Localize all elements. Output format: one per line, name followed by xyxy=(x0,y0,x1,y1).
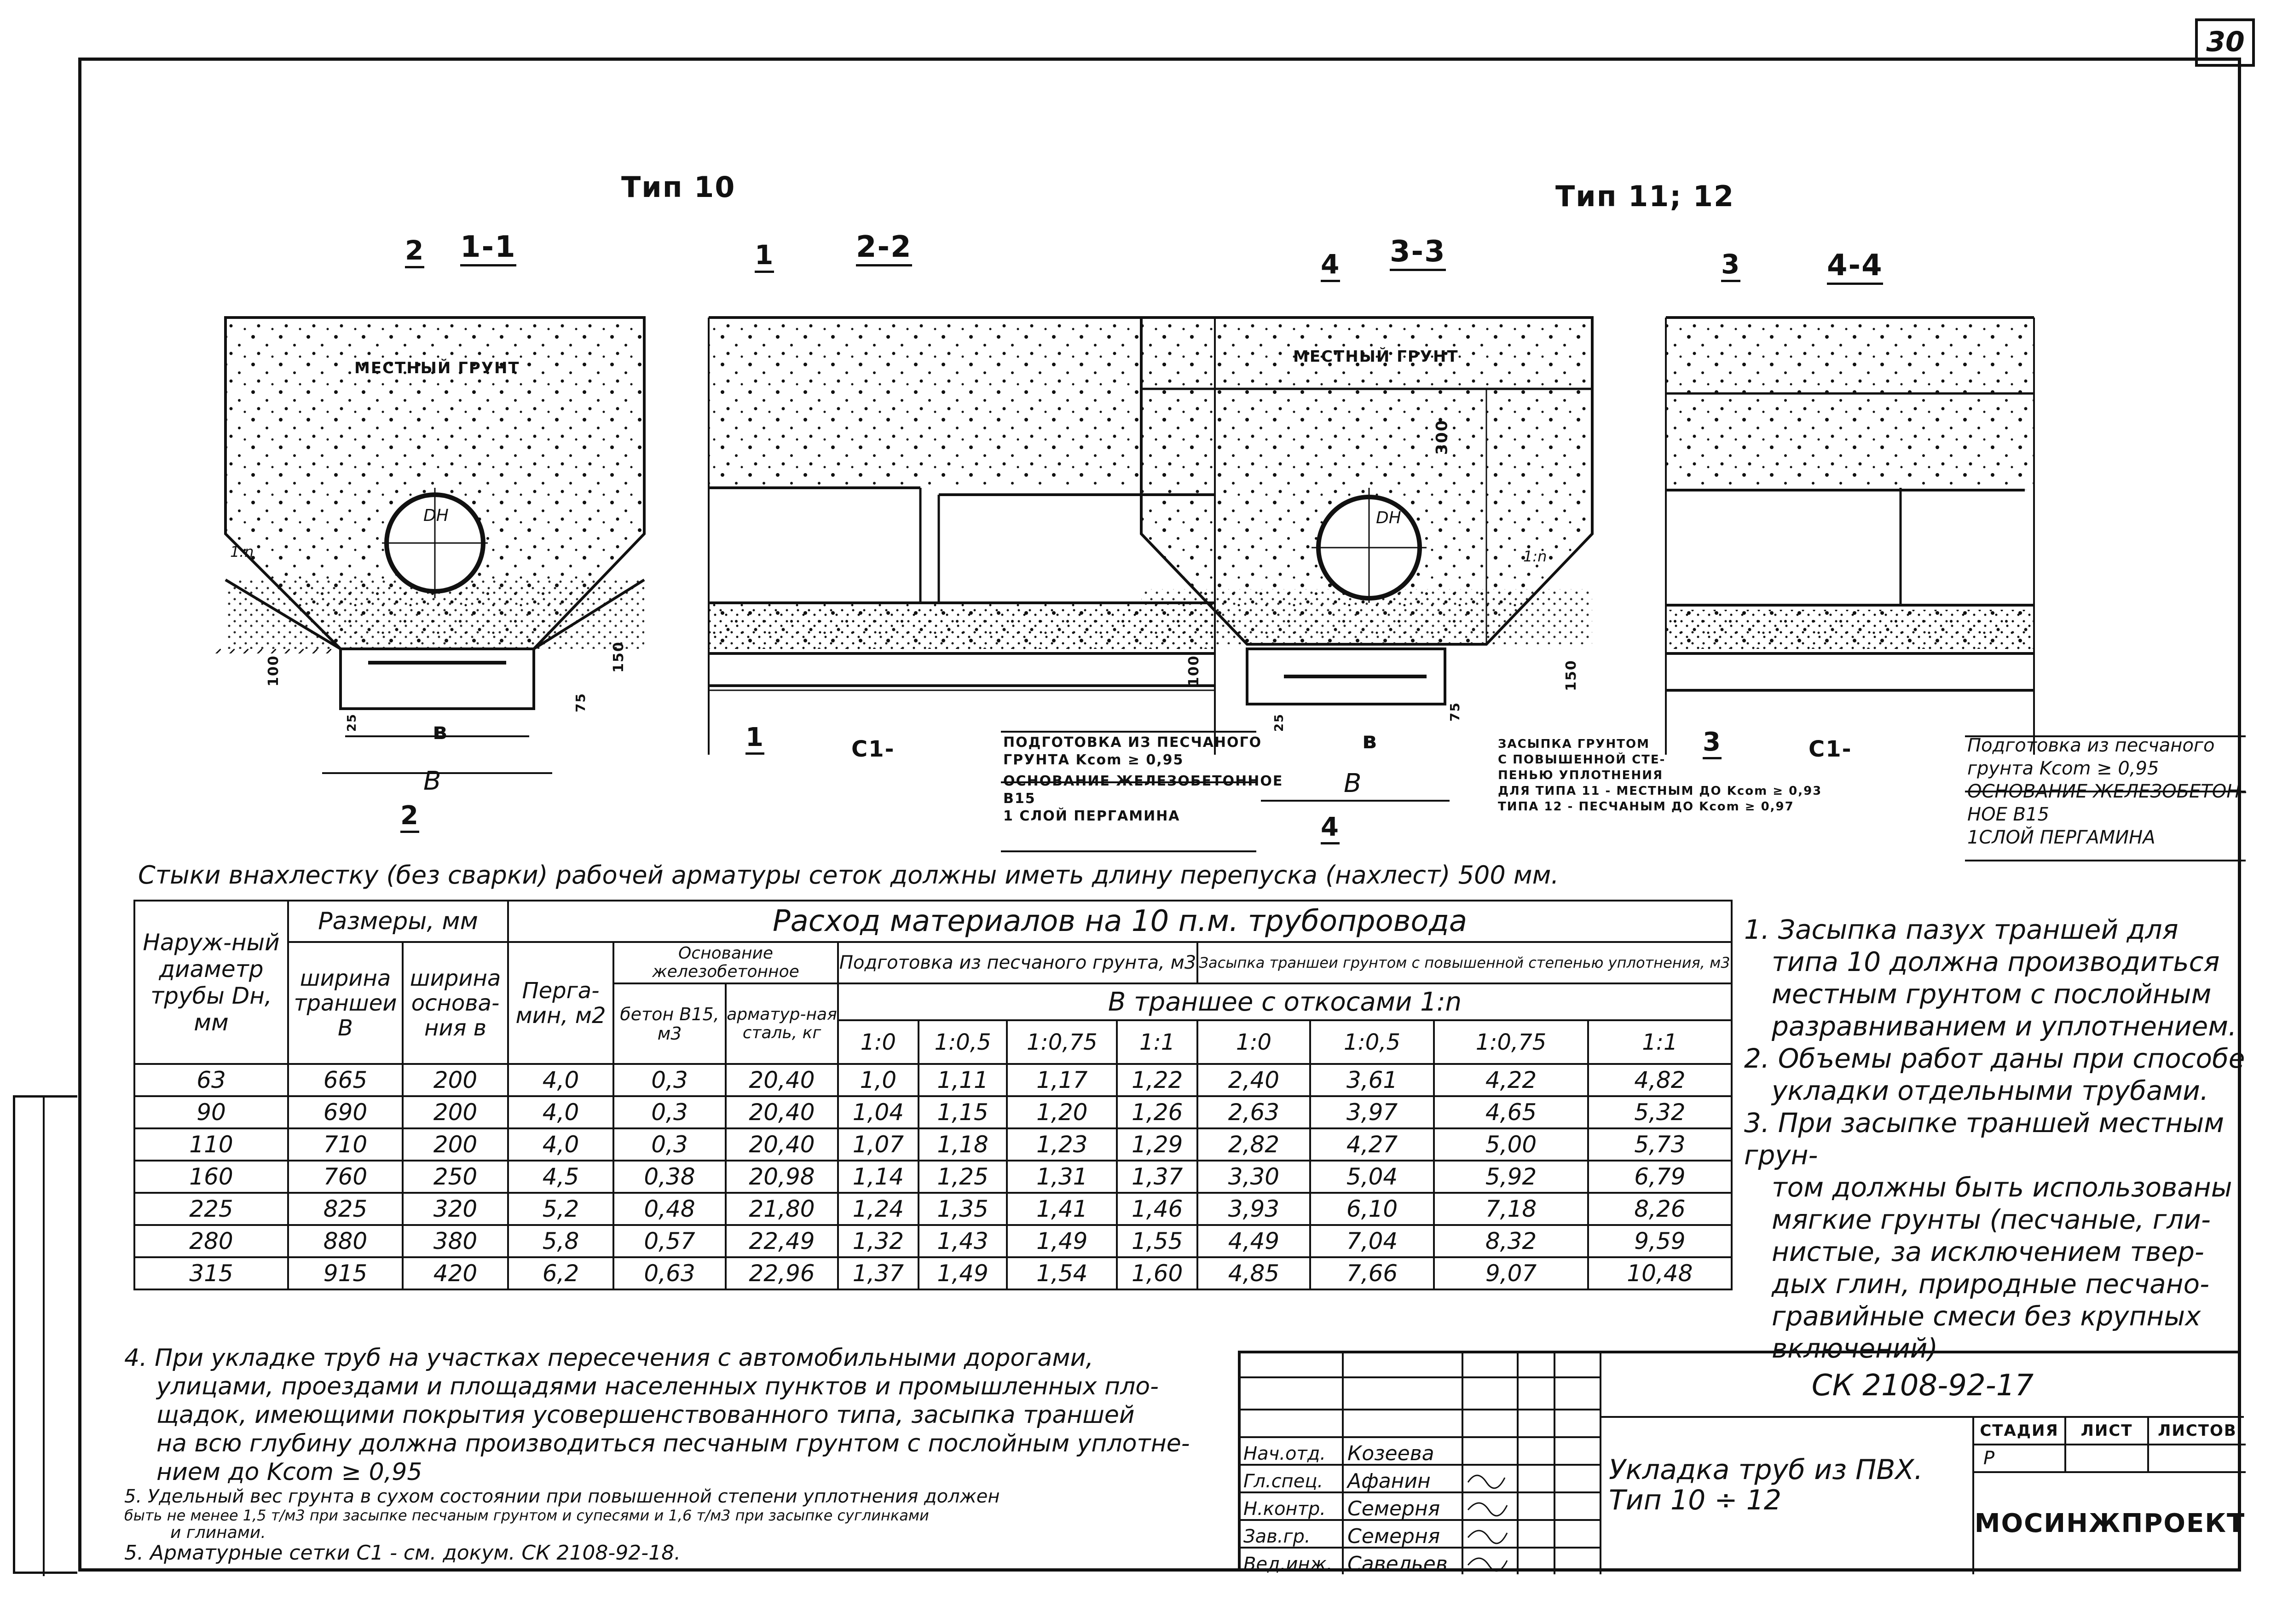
table-cell: 4,82 xyxy=(1588,1064,1732,1096)
table-cell: 1,37 xyxy=(838,1257,919,1289)
table-cell: 0,63 xyxy=(613,1257,726,1289)
note-line: мягкие грунты (песчаные, гли- xyxy=(1772,1204,2211,1235)
table-cell: 5,00 xyxy=(1434,1128,1588,1161)
label-4: 4 xyxy=(1321,249,1340,282)
dim-25-1: 25 xyxy=(345,713,359,732)
table-cell: 225 xyxy=(134,1193,288,1225)
legend-3-line-2: грунта Kcom ≥ 0,95 xyxy=(1967,758,2159,779)
table-cell: 0,3 xyxy=(613,1064,726,1096)
slope-label-1: 1:n xyxy=(230,543,254,561)
legend-2-line-5: ТИПА 12 - ПЕСЧАНЫМ ДО Kcom ≥ 0,97 xyxy=(1498,800,1794,814)
note-line: 4. При укладке труб на участках пересечения с автомобильными дорогами, xyxy=(124,1344,1093,1372)
table-cell: 5,92 xyxy=(1434,1161,1588,1193)
table-cell: 0,48 xyxy=(613,1193,726,1225)
table-cell: 825 xyxy=(288,1193,403,1225)
dn-label-3: DН xyxy=(1376,509,1401,527)
table-cell: 20,40 xyxy=(726,1064,838,1096)
th-slope: 1:1 xyxy=(1588,1020,1732,1064)
note-line: укладки отдельными трубами. xyxy=(1772,1075,2209,1106)
note-line: 1. Засыпка пазух траншей для xyxy=(1744,914,2178,945)
th-base: Основание железобетонное xyxy=(613,942,838,983)
table-cell: 710 xyxy=(288,1128,403,1161)
th-slope: 1:0,75 xyxy=(1434,1020,1588,1064)
table-cell: 915 xyxy=(288,1257,403,1289)
table-row xyxy=(134,1128,1732,1161)
note-line: и глинами. xyxy=(170,1523,266,1542)
note-line: разравниванием и уплотнением. xyxy=(1772,1011,2237,1042)
local-soil-label-1: МЕСТНЫЙ ГРУНТ xyxy=(354,359,520,377)
table-cell: 1,22 xyxy=(1117,1064,1197,1096)
table-cell: 420 xyxy=(403,1257,508,1289)
table-cell: 760 xyxy=(288,1161,403,1193)
legend-2 xyxy=(1498,736,1822,815)
table-cell: 1,14 xyxy=(838,1161,919,1193)
table-cell: 2,82 xyxy=(1197,1128,1310,1161)
name: Афанин xyxy=(1347,1469,1431,1493)
table-row xyxy=(134,1064,1732,1096)
trench-width-B-3: В xyxy=(1344,769,1362,798)
section-2-2 xyxy=(709,318,1215,755)
materials-table xyxy=(133,900,1733,1290)
note-line: улицами, проездами и площадями населенных пунктов и промышленных пло- xyxy=(156,1373,1159,1400)
table-cell: 1,37 xyxy=(1117,1161,1197,1193)
sheets-value xyxy=(2149,1445,2246,1473)
doc-title xyxy=(1609,1455,1923,1515)
name: Козеева xyxy=(1347,1442,1434,1465)
table-cell: 5,8 xyxy=(508,1225,613,1257)
table-cell: 1,49 xyxy=(919,1257,1007,1289)
table-cell: 1,54 xyxy=(1007,1257,1117,1289)
name: Семерня xyxy=(1347,1525,1440,1548)
table-cell: 200 xyxy=(403,1064,508,1096)
type10-header: Тип 10 xyxy=(621,170,736,204)
th-slope: 1:1 xyxy=(1117,1020,1197,1064)
sheet-header: ЛИСТ xyxy=(2066,1418,2149,1445)
table-cell: 280 xyxy=(134,1225,288,1257)
stage-block xyxy=(1972,1418,2244,1574)
table-cell: 1,23 xyxy=(1007,1128,1117,1161)
table-cell: 0,3 xyxy=(613,1128,726,1161)
table-cell: 22,96 xyxy=(726,1257,838,1289)
table-row xyxy=(134,1225,1732,1257)
doc-title-line-2: Тип 10 ÷ 12 xyxy=(1609,1484,1782,1516)
th-slope: 1:0 xyxy=(838,1020,919,1064)
table-cell: 665 xyxy=(288,1064,403,1096)
dim-300: 300 xyxy=(1433,419,1451,455)
role: Зав.гр. xyxy=(1243,1526,1311,1547)
table-cell: 21,80 xyxy=(726,1193,838,1225)
dim-100-1: 100 xyxy=(265,655,282,687)
table-row xyxy=(134,1161,1732,1193)
table-cell: 8,26 xyxy=(1588,1193,1732,1225)
note-line: 5. Арматурные сетки С1 - см. докум. СК 2108-92-18. xyxy=(124,1541,681,1565)
table-cell: 1,43 xyxy=(919,1225,1007,1257)
th-base-width: ширина основа-ния в xyxy=(403,942,508,1064)
table-cell: 63 xyxy=(134,1064,288,1096)
table-cell: 690 xyxy=(288,1096,403,1128)
legend-1 xyxy=(1003,734,1283,825)
table-cell: 0,3 xyxy=(613,1096,726,1128)
section-4-4 xyxy=(1666,318,2034,755)
label-4-bottom: 4 xyxy=(1321,812,1340,844)
table-cell: 6,79 xyxy=(1588,1161,1732,1193)
notes-bottom xyxy=(124,1344,1190,1565)
role: Нач.отд. xyxy=(1243,1443,1326,1464)
label-section-1-1: 1-1 xyxy=(460,230,516,266)
table-cell: 2,40 xyxy=(1197,1064,1310,1096)
stage-value: Р xyxy=(1974,1445,2066,1473)
slope-label-3: 1:n xyxy=(1523,548,1547,565)
dim-75-3: 75 xyxy=(1447,702,1462,722)
table-cell: 315 xyxy=(134,1257,288,1289)
table-cell: 7,04 xyxy=(1310,1225,1434,1257)
legend-1-line-2: ГРУНТА Kcom ≥ 0,95 xyxy=(1003,752,1184,768)
table-cell: 4,0 xyxy=(508,1096,613,1128)
table-cell: 880 xyxy=(288,1225,403,1257)
note-line: быть не менее 1,5 т/м3 при засыпке песчаным грунтом и супесями и 1,6 т/м3 при засыпке суглинками xyxy=(124,1507,929,1524)
type11-12-header: Тип 11; 12 xyxy=(1555,179,1735,213)
legend-2-line-2: С ПОВЫШЕННОЙ СТЕ- xyxy=(1498,753,1666,767)
note-line: включений) xyxy=(1772,1333,1938,1364)
table-cell: 1,24 xyxy=(838,1193,919,1225)
table-cell: 1,11 xyxy=(919,1064,1007,1096)
th-sand: Подготовка из песчаного грунта, м3 xyxy=(838,942,1197,983)
note-line: местным грунтом с послойным xyxy=(1772,978,2212,1010)
table-cell: 1,0 xyxy=(838,1064,919,1096)
label-2-bottom: 2 xyxy=(400,801,419,833)
th-diameter: Наруж-ный диаметр трубы Dн, мм xyxy=(134,901,288,1064)
table-cell: 1,46 xyxy=(1117,1193,1197,1225)
dn-label-1: DН xyxy=(423,506,449,525)
table-cell: 20,40 xyxy=(726,1096,838,1128)
table-cell: 4,22 xyxy=(1434,1064,1588,1096)
note-line: гравийные смеси без крупных xyxy=(1772,1300,2201,1332)
table-cell: 200 xyxy=(403,1128,508,1161)
dim-75-1: 75 xyxy=(572,693,588,712)
dim-150-1: 150 xyxy=(610,641,627,673)
base-width-b-3: в xyxy=(1362,727,1378,754)
table-row xyxy=(134,1096,1732,1128)
table-cell: 3,30 xyxy=(1197,1161,1310,1193)
organization: МОСИНЖПРОЕКТ xyxy=(1974,1508,2246,1538)
table-cell: 2,63 xyxy=(1197,1096,1310,1128)
stage-header: СТАДИЯ xyxy=(1974,1418,2066,1445)
th-slope: 1:0,5 xyxy=(919,1020,1007,1064)
table-cell: 5,04 xyxy=(1310,1161,1434,1193)
legend-3-line-4: НОЕ В15 xyxy=(1967,804,2049,825)
table-cell: 1,04 xyxy=(838,1096,919,1128)
table-cell: 22,49 xyxy=(726,1225,838,1257)
table-cell: 4,49 xyxy=(1197,1225,1310,1257)
table-cell: 0,38 xyxy=(613,1161,726,1193)
sheets-header: ЛИСТОВ xyxy=(2149,1418,2246,1445)
note-line: дых глин, природные песчано- xyxy=(1772,1268,2209,1300)
table-cell: 3,97 xyxy=(1310,1096,1434,1128)
note-line: 5. Удельный вес грунта в сухом состоянии при повышенной степени уплотнения должен xyxy=(124,1486,1000,1507)
table-cell: 320 xyxy=(403,1193,508,1225)
title-block xyxy=(1238,1351,2246,1576)
sheet-value xyxy=(2066,1445,2149,1473)
doc-title-line-1: Укладка труб из ПВХ. xyxy=(1609,1454,1923,1486)
joint-note: Стыки внахлестку (без сварки) рабочей арматуры сеток должны иметь длину перепуска (нахлест) 500 мм. xyxy=(138,861,1559,890)
table-cell: 1,15 xyxy=(919,1096,1007,1128)
note-line: на всю глубину должна производиться песчаным грунтом с послойным уплотне- xyxy=(156,1430,1190,1457)
table-cell: 9,07 xyxy=(1434,1257,1588,1289)
legend-2-line-3: ПЕНЬЮ УПЛОТНЕНИЯ xyxy=(1498,769,1663,782)
table-cell: 1,07 xyxy=(838,1128,919,1161)
c1-label-2: С1- xyxy=(851,736,895,762)
page-number: 30 xyxy=(2206,26,2245,58)
table-cell: 6,10 xyxy=(1310,1193,1434,1225)
legend-3-line-5: 1СЛОЙ ПЕРГАМИНА xyxy=(1967,827,2155,848)
dim-25-3: 25 xyxy=(1272,713,1287,732)
table-cell: 9,59 xyxy=(1588,1225,1732,1257)
table-cell: 3,93 xyxy=(1197,1193,1310,1225)
name: Семерня xyxy=(1347,1497,1440,1520)
table-cell: 5,2 xyxy=(508,1193,613,1225)
th-slopes: В траншее с откосами 1:n xyxy=(838,983,1732,1020)
margin-strip xyxy=(13,1095,77,1574)
table-cell: 1,31 xyxy=(1007,1161,1117,1193)
local-soil-label-3: МЕСТНЫЙ ГРУНТ xyxy=(1293,347,1459,366)
materials-table-body xyxy=(134,1064,1732,1289)
label-section-3-3: 3-3 xyxy=(1390,235,1446,271)
th-backfill: Засыпка траншеи грунтом с повышенной степенью уплотнения, м3 xyxy=(1197,942,1732,983)
table-cell: 1,49 xyxy=(1007,1225,1117,1257)
legend-1-line-4: В15 xyxy=(1003,791,1036,807)
table-cell: 8,32 xyxy=(1434,1225,1588,1257)
legend-2-line-4: ДЛЯ ТИПА 11 - МЕСТНЫМ ДО Kcom ≥ 0,93 xyxy=(1498,784,1822,798)
table-cell: 1,32 xyxy=(838,1225,919,1257)
table-row xyxy=(134,1193,1732,1225)
table-cell: 4,85 xyxy=(1197,1257,1310,1289)
table-cell: 110 xyxy=(134,1128,288,1161)
dim-100-3: 100 xyxy=(1185,655,1202,687)
label-3: 3 xyxy=(1721,249,1740,282)
table-cell: 1,41 xyxy=(1007,1193,1117,1225)
th-concrete: бетон В15, м3 xyxy=(613,983,726,1064)
table-cell: 0,57 xyxy=(613,1225,726,1257)
label-section-4-4: 4-4 xyxy=(1827,249,1883,285)
note-line: нистые, за исключением твер- xyxy=(1772,1236,2204,1267)
table-cell: 5,73 xyxy=(1588,1128,1732,1161)
table-cell: 4,0 xyxy=(508,1128,613,1161)
table-cell: 20,40 xyxy=(726,1128,838,1161)
table-cell: 250 xyxy=(403,1161,508,1193)
base-width-b-1: в xyxy=(433,718,448,745)
th-rebar: арматур-ная сталь, кг xyxy=(726,983,838,1064)
legend-1-line-5: 1 СЛОЙ ПЕРГАМИНА xyxy=(1003,808,1180,824)
table-cell: 7,18 xyxy=(1434,1193,1588,1225)
note-line: том должны быть использованы xyxy=(1772,1172,2232,1203)
table-cell: 4,27 xyxy=(1310,1128,1434,1161)
note-line: типа 10 должна производиться xyxy=(1772,946,2220,977)
table-cell: 200 xyxy=(403,1096,508,1128)
role: Н.контр. xyxy=(1243,1498,1326,1520)
table-cell: 90 xyxy=(134,1096,288,1128)
table-cell: 6,2 xyxy=(508,1257,613,1289)
th-sizes: Размеры, мм xyxy=(288,901,508,942)
c1-label-4: С1- xyxy=(1809,736,1852,762)
note-line: щадок, имеющими покрытия усовершенствованного типа, засыпка траншей xyxy=(156,1401,1135,1429)
label-3-bottom: 3 xyxy=(1703,727,1722,759)
table-cell: 1,35 xyxy=(919,1193,1007,1225)
th-consumption: Расход материалов на 10 п.м. трубопровода xyxy=(508,901,1732,942)
table-cell: 7,66 xyxy=(1310,1257,1434,1289)
names-column xyxy=(1347,1440,1448,1578)
signature-marks xyxy=(1463,1464,1514,1574)
note-line: 2. Объемы работ даны при способе xyxy=(1744,1043,2245,1074)
signatures xyxy=(1241,1436,1600,1574)
note-line: 3. При засыпке траншей местным грун- xyxy=(1744,1107,2225,1171)
table-cell: 4,0 xyxy=(508,1064,613,1096)
doc-code: СК 2108-92-17 xyxy=(1601,1353,2244,1418)
table-cell: 4,65 xyxy=(1434,1096,1588,1128)
table-cell: 380 xyxy=(403,1225,508,1257)
label-1-bottom: 1 xyxy=(745,722,764,755)
table-cell: 1,25 xyxy=(919,1161,1007,1193)
role: Вед.инж. xyxy=(1243,1554,1333,1575)
label-section-2-2: 2-2 xyxy=(856,230,912,266)
table-cell: 3,61 xyxy=(1310,1064,1434,1096)
notes-right xyxy=(1744,913,2294,1364)
table-cell: 160 xyxy=(134,1161,288,1193)
table-cell: 20,98 xyxy=(726,1161,838,1193)
dim-150-3: 150 xyxy=(1563,659,1579,691)
note-line: нием до Kcom ≥ 0,95 xyxy=(156,1458,422,1486)
table-cell: 1,60 xyxy=(1117,1257,1197,1289)
legend-2-line-1: ЗАСЫПКА ГРУНТОМ xyxy=(1498,737,1650,751)
label-1: 1 xyxy=(755,239,774,273)
legend-3-line-1: Подготовка из песчаного xyxy=(1967,735,2215,756)
label-2: 2 xyxy=(405,235,424,268)
table-cell: 1,29 xyxy=(1117,1128,1197,1161)
th-pergamin: Перга-мин, м2 xyxy=(508,942,613,1064)
th-slope: 1:0 xyxy=(1197,1020,1310,1064)
name: Савельев xyxy=(1347,1552,1448,1576)
table-cell: 1,26 xyxy=(1117,1096,1197,1128)
table-cell: 10,48 xyxy=(1588,1257,1732,1289)
table-cell: 1,18 xyxy=(919,1128,1007,1161)
table-cell: 1,17 xyxy=(1007,1064,1117,1096)
roles-column xyxy=(1243,1440,1332,1578)
table-row xyxy=(134,1257,1732,1289)
th-slope: 1:0,75 xyxy=(1007,1020,1117,1064)
table-cell: 5,32 xyxy=(1588,1096,1732,1128)
table-cell: 1,55 xyxy=(1117,1225,1197,1257)
legend-1-line-3: ОСНОВАНИЕ ЖЕЛЕЗОБЕТОННОЕ xyxy=(1003,773,1283,789)
legend-1-line-1: ПОДГОТОВКА ИЗ ПЕСЧАНОГО xyxy=(1003,734,1262,751)
trench-width-B-1: В xyxy=(423,766,441,796)
role: Гл.спец. xyxy=(1243,1471,1323,1492)
th-slope: 1:0,5 xyxy=(1310,1020,1434,1064)
table-cell: 1,20 xyxy=(1007,1096,1117,1128)
th-trench-width: ширина траншеи В xyxy=(288,942,403,1064)
table-cell: 4,5 xyxy=(508,1161,613,1193)
legend-3 xyxy=(1967,734,2247,849)
legend-3-line-3: ОСНОВАНИЕ ЖЕЛЕЗОБЕТОН- xyxy=(1967,781,2247,802)
